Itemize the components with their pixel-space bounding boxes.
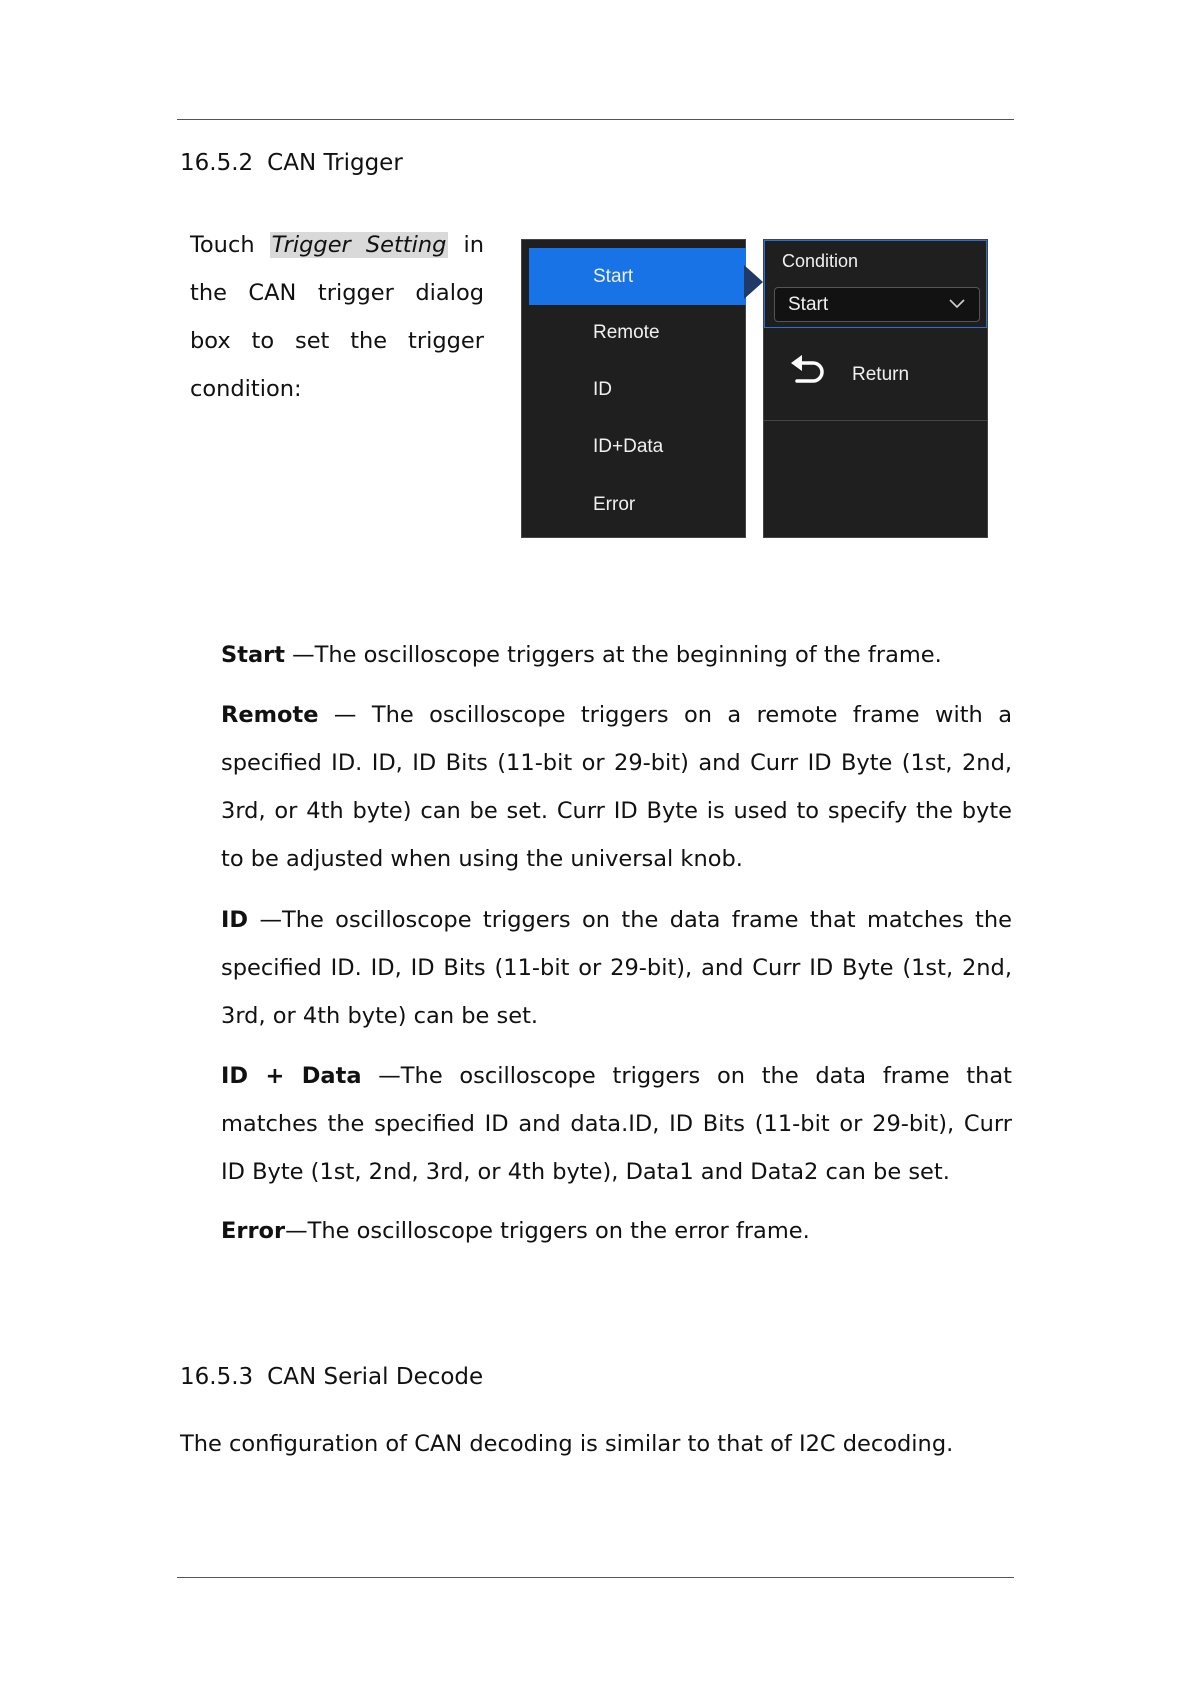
description-start [221, 631, 1012, 679]
menu-item-id[interactable]: ID [593, 379, 612, 400]
condition-label: Condition [782, 251, 859, 271]
definition-remote: — The oscilloscope triggers on a remote frame with a specified ID. ID, ID Bits (11-bit or 29-bit) and Curr ID Byte (1st, 2nd, 3rd, or 4th byte) can be set. Curr ID Byte is used to specify the byte to be adjusted when using the universal knob. [221, 702, 1012, 872]
intro-paragraph [190, 221, 484, 413]
section-number: 16.5.2 [180, 150, 254, 176]
term-id-data: ID + Data [221, 1063, 362, 1089]
trigger-condition-menu [521, 239, 746, 538]
description-id-data [221, 1052, 1012, 1196]
definition-id-data: —The oscilloscope triggers on the data frame that matches the specified ID and data.ID, ID Bits (11-bit or 29-bit), Curr ID Byte (1st, 2nd, 3rd, or 4th byte), Data1 and Data2 can be set. [221, 1063, 1012, 1185]
definition-error: —The oscilloscope triggers on the error frame. [285, 1218, 810, 1244]
description-remote [221, 691, 1012, 883]
intro-text-before: Touch [190, 232, 270, 258]
return-arrow-icon [789, 354, 829, 388]
condition-panel [763, 239, 988, 538]
intro-text-after: in the CAN trigger dialog box to set the trigger condition: [190, 232, 484, 402]
menu-item-id-data[interactable]: ID+Data [593, 436, 664, 457]
pointer-arrow-icon [744, 265, 763, 299]
return-label: Return [852, 364, 910, 385]
menu-item-error[interactable]: Error [593, 494, 636, 515]
term-id: ID [221, 907, 249, 933]
footer-rule [177, 1577, 1014, 1578]
decode-paragraph: The configuration of CAN decoding is similar to that of I2C decoding. [180, 1431, 954, 1457]
chevron-down-icon [949, 298, 965, 310]
section-heading-can-trigger [180, 150, 403, 176]
description-error [221, 1207, 1012, 1255]
definition-id: —The oscilloscope triggers on the data frame that matches the specified ID. ID, ID Bits (11-bit or 29-bit), and Curr ID Byte (1st, 2nd, 3rd, or 4th byte) can be set. [221, 907, 1012, 1029]
menu-item-remote[interactable]: Remote [593, 322, 660, 343]
definition-start: —The oscilloscope triggers at the beginning of the frame. [285, 642, 942, 668]
condition-field [764, 240, 987, 328]
section-heading-can-serial-decode [180, 1364, 483, 1390]
term-remote: Remote [221, 702, 319, 728]
condition-select[interactable] [774, 287, 980, 322]
condition-value: Start [788, 294, 829, 315]
description-id [221, 896, 1012, 1040]
menu-item-start[interactable]: Start [529, 248, 746, 305]
section-title: CAN Serial Decode [267, 1364, 484, 1390]
return-button[interactable] [764, 328, 987, 421]
section-title: CAN Trigger [267, 150, 403, 176]
section-number: 16.5.3 [180, 1364, 254, 1390]
header-rule [177, 119, 1014, 120]
trigger-setting-highlight: Trigger Setting [271, 232, 447, 258]
term-error: Error [221, 1218, 286, 1244]
term-start: Start [221, 642, 285, 668]
